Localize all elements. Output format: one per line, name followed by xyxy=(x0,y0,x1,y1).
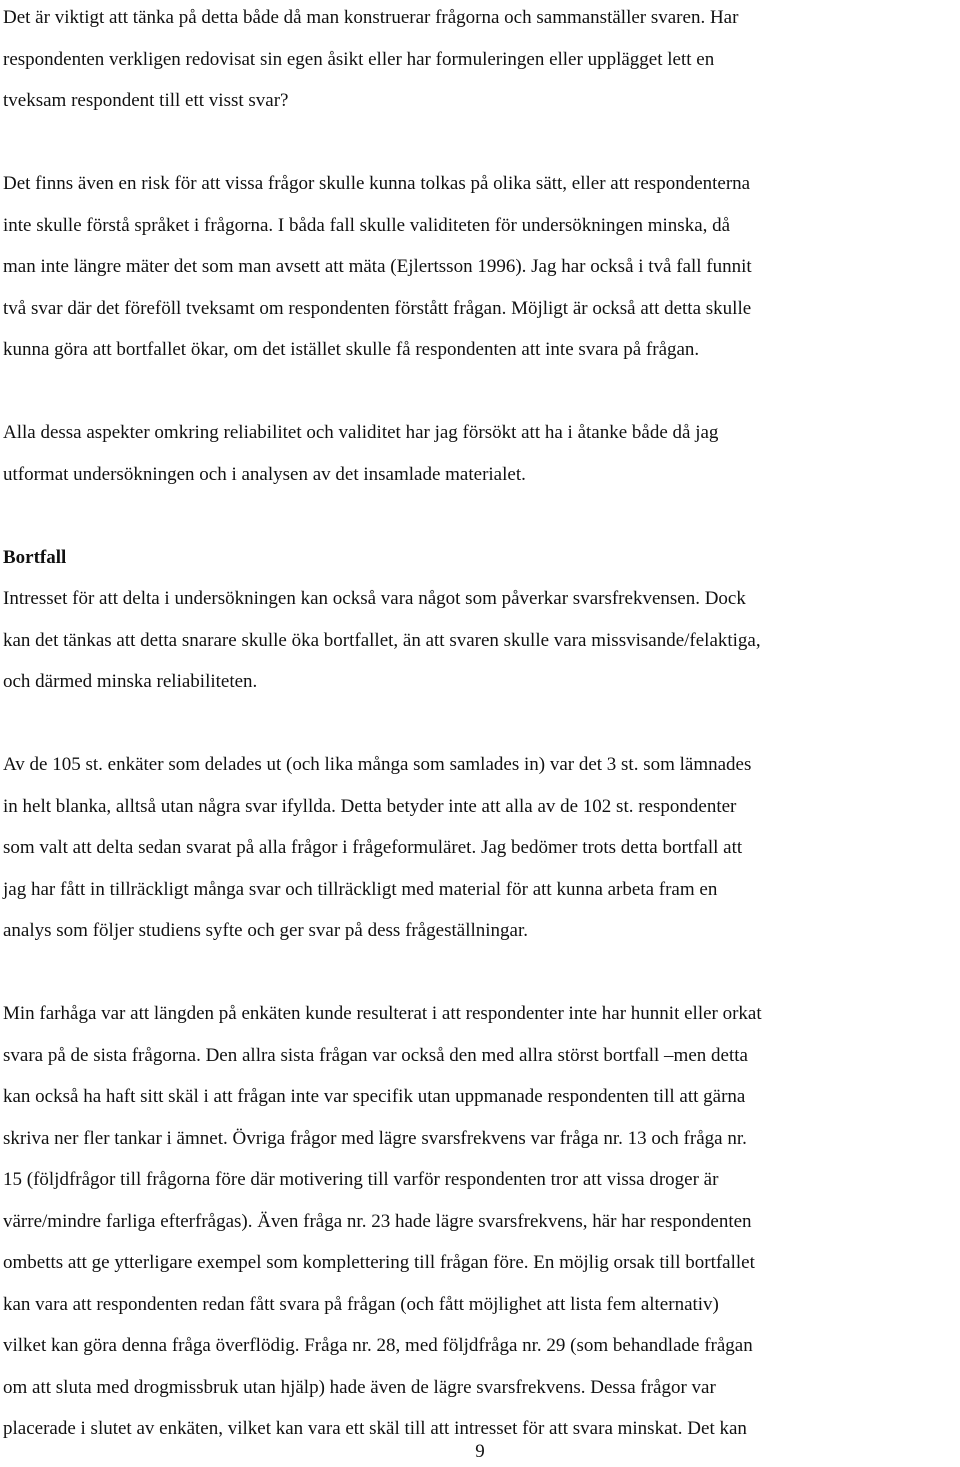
text-line: utformat undersökningen och i analysen av det insamlade materialet. xyxy=(3,463,526,485)
text-line: Min farhåga var att längden på enkäten kunde resulterat i att respondenter inte har hunnit eller orkat xyxy=(3,1003,762,1024)
paragraph-gap xyxy=(3,952,957,994)
text-line: skriva ner fler tankar i ämnet. Övriga frågor med lägre svarsfrekvens var fråga nr. 13 och fråga nr. xyxy=(3,1127,747,1149)
paragraph-interest xyxy=(3,578,957,703)
text-line: 15 (följdfrågor till frågorna före där motivering till varför respondenten tror att vissa droger är xyxy=(3,1169,719,1190)
text-line: jag har fått in tillräckligt många svar och tillräckligt med material för att kunna arbeta fram en xyxy=(3,878,718,900)
paragraph-question-design xyxy=(3,0,957,122)
paragraph-gap xyxy=(3,495,957,537)
paragraph-reliability-validity xyxy=(3,412,957,495)
paragraph-interpretation-risk xyxy=(3,163,957,371)
document-page xyxy=(3,0,957,1450)
text-line: ombetts att ge ytterligare exempel som komplettering till frågan före. En möjlig orsak till bortfallet xyxy=(3,1252,755,1273)
text-line: Det är viktigt att tänka på detta både då man konstruerar frågorna och sammanställer svaren. Har xyxy=(3,7,739,28)
text-line: om att sluta med drogmissbruk utan hjälp) hade även de lägre svarsfrekvens. Dessa frågor var xyxy=(3,1376,716,1398)
text-line: Det finns även en risk för att vissa frågor skulle kunna tolkas på olika sätt, eller att respondenterna xyxy=(3,173,751,194)
paragraph-gap xyxy=(3,371,957,413)
text-line: som valt att delta sedan svarat på alla frågor i frågeformuläret. Jag bedömer trots detta bortfall att xyxy=(3,837,743,858)
text-line: man inte längre mäter det som man avsett att mäta (Ejlertsson 1996). Jag har också i två fall funnit xyxy=(3,256,752,277)
text-line: kunna göra att bortfallet ökar, om det istället skulle få respondenten att inte svara på frågan. xyxy=(3,339,700,360)
text-line: tveksam respondent till ett visst svar? xyxy=(3,90,289,111)
text-line: respondenten verkligen redovisat sin egen åsikt eller har formuleringen eller upplägget lett en xyxy=(3,48,715,70)
text-line: Intresset för att delta i undersökningen kan också vara något som påverkar svarsfrekvensen. Dock xyxy=(3,588,746,609)
page-number: 9 xyxy=(475,1441,485,1462)
text-line: in helt blanka, alltså utan några svar ifyllda. Detta betyder inte att alla av de 102 st. respondenter xyxy=(3,795,737,817)
text-line: två svar där det föreföll tveksamt om respondenten förstått frågan. Möjligt är också att detta skulle xyxy=(3,297,752,319)
text-line: inte skulle förstå språket i frågorna. I båda fall skulle validiteten för undersökningen minska, då xyxy=(3,214,731,236)
text-line: värre/mindre farliga efterfrågas). Även fråga nr. 23 hade lägre svarsfrekvens, här har respondenten xyxy=(3,1210,752,1232)
text-line: Av de 105 st. enkäter som delades ut (och lika många som samlades in) var det 3 st. som lämnades xyxy=(3,754,752,775)
paragraph-response-count xyxy=(3,744,957,952)
section-heading-bortfall: Bortfall xyxy=(3,546,67,568)
text-line: kan vara att respondenten redan fått svara på frågan (och fått möjlighet att lista fem alternativ) xyxy=(3,1293,719,1315)
text-line: vilket kan göra denna fråga överflödig. Fråga nr. 28, med följdfråga nr. 29 (som behandlade frågan xyxy=(3,1335,753,1356)
text-line: kan också ha haft sitt skäl i att frågan inte var specifik utan uppmanade respondenten till att gärna xyxy=(3,1086,746,1107)
text-line: kan det tänkas att detta snarare skulle öka bortfallet, än att svaren skulle vara missvisande/felaktiga, xyxy=(3,629,761,651)
text-line: svara på de sista frågorna. Den allra sista frågan var också den med allra störst bortfall –men detta xyxy=(3,1044,748,1066)
text-line: analys som följer studiens syfte och ger svar på dess frågeställningar. xyxy=(3,920,528,941)
text-line: Alla dessa aspekter omkring reliabilitet och validitet har jag försökt att ha i åtanke både då jag xyxy=(3,422,719,443)
text-line: och därmed minska reliabiliteten. xyxy=(3,671,258,692)
paragraph-gap xyxy=(3,122,957,164)
text-line: placerade i slutet av enkäten, vilket kan vara ett skäl till att intresset för att svara minskat. Det kan xyxy=(3,1418,747,1439)
paragraph-gap xyxy=(3,703,957,745)
paragraph-survey-length xyxy=(3,993,957,1450)
